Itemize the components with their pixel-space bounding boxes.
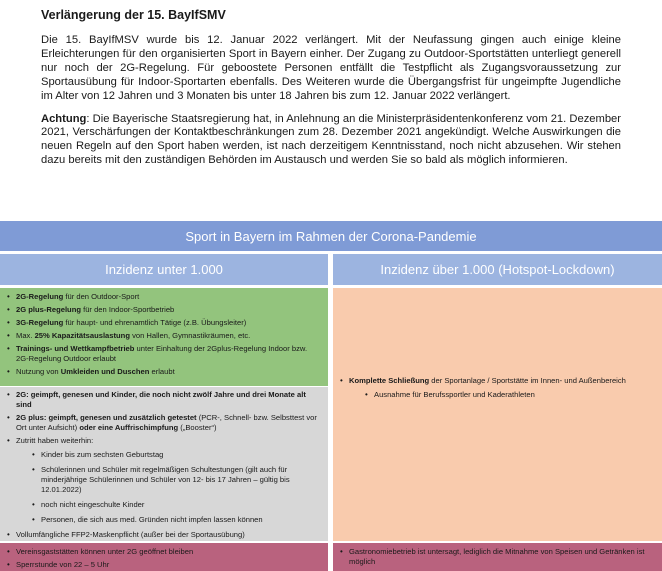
- access-rule-list: [6, 390, 318, 540]
- rule-text: der Sportanlage / Sportstätte im Innen- und Außenbereich: [429, 376, 626, 385]
- list-item: [6, 390, 318, 410]
- list-item: [339, 376, 652, 400]
- rule-bold: 3G-Regelung: [16, 318, 64, 327]
- list-item: [6, 413, 318, 433]
- rule-bold: 25% Kapazitätsauslastung: [34, 331, 130, 340]
- rule-text: für den Indoor-Sportbetrieb: [80, 305, 175, 314]
- rule-pre: Nutzung von: [16, 367, 61, 376]
- green-rule-list: [6, 292, 318, 377]
- column-header-below-1000: Inzidenz unter 1.000: [0, 254, 328, 285]
- gastro-list-right: [339, 547, 652, 567]
- rule-text: unter Einhaltung der 2Gplus-Regelung Indoor bzw. 2G-Regelung Outdoor erlaubt: [16, 344, 308, 363]
- lockdown-rule-list: [339, 376, 652, 400]
- lockdown-sub-list: [364, 390, 652, 400]
- column-header-above-1000: Inzidenz über 1.000 (Hotspot-Lockdown): [333, 254, 662, 285]
- warning-label: Achtung: [41, 112, 87, 125]
- document-text: [41, 8, 621, 177]
- list-item: [6, 344, 318, 364]
- rule-text: („Booster“): [178, 423, 217, 432]
- list-item: • Personen, die sich aus med. Gründen nicht impfen lassen können: [31, 515, 318, 525]
- list-item: [6, 367, 318, 377]
- rule-bold: 2G plus-Regelung: [16, 305, 81, 314]
- list-item: • Kinder bis zum sechsten Geburtstag: [31, 450, 318, 460]
- rule-text: für haupt- und ehrenamtlich Tätige (z.B. Übungsleiter): [63, 318, 247, 327]
- list-item: [6, 305, 318, 315]
- rule-text: (PCR-, Schnell- bzw. Selbsttest vor Ort unter Aufsicht): [16, 413, 317, 432]
- list-item: [6, 318, 318, 328]
- list-item: • Schülerinnen und Schüler mit regelmäßigen Schultestungen (gilt auch für minderjährige Schülerinnen und Schüler von 12- bis 17 Jahren – gültig bis 12.01.2022): [31, 465, 318, 495]
- list-item: • noch nicht eingeschulte Kinder: [31, 500, 318, 510]
- list-item: [6, 436, 318, 525]
- list-item: • Sperrstunde von 22 – 5 Uhr: [6, 560, 318, 570]
- rule-bold: Umkleiden und Duschen: [60, 367, 150, 376]
- list-item: • Vollumfängliche FFP2-Maskenpflicht (außer bei der Sportausübung): [6, 530, 318, 540]
- rule-text: für den Outdoor-Sport: [63, 292, 140, 301]
- list-item: [6, 292, 318, 302]
- rule-bold: 2G-Regelung: [16, 292, 64, 301]
- paragraph-warning: [41, 113, 621, 169]
- warning-text: : Die Bayerische Staatsregierung hat, in Anlehnung an die Ministerpräsidentenkonferenz vom 21. Dezember 2021, Verschärfungen der Kontaktbeschränkungen zum 28. Dezember 2021 angekündigt. Welche Auswirkungen die neuen Regeln auf den Sport haben werden, ist nach derzeitigem Kenntnisstand, noch nicht abzusehen. Wir stehen dazu bereits mit den zuständigen Behörden im Austausch und werden Sie so bald als möglich informieren.: [41, 112, 621, 167]
- rule-text: von Hallen, Gymnastikräumen, etc.: [129, 331, 251, 340]
- rule-pre: Max.: [16, 331, 35, 340]
- rule-bold: 2G plus: geimpft, genesen und zusätzlich getestet: [16, 413, 197, 422]
- rule-text: Zutritt haben weiterhin:: [16, 436, 94, 445]
- document-heading: Verlängerung der 15. BayIfSMV: [41, 8, 226, 22]
- rule-text: erlaubt: [149, 367, 175, 376]
- gastro-panel-left: [0, 543, 328, 571]
- table-title-banner: Sport in Bayern im Rahmen der Corona-Pandemie: [0, 221, 662, 251]
- gastro-panel-right: [333, 543, 662, 571]
- list-item: • Ausnahme für Berufssportler und Kaderathleten: [364, 390, 652, 400]
- rule-bold: Komplette Schließung: [349, 376, 430, 385]
- rule-bold: oder eine Auffrischimpfung: [79, 423, 179, 432]
- rule-bold: Trainings- und Wettkampfbetrieb: [16, 344, 135, 353]
- lockdown-panel-peach: [333, 288, 662, 541]
- list-item: • Vereinsgaststätten können unter 2G geöffnet bleiben: [6, 547, 318, 557]
- gastro-list-left: [6, 547, 318, 570]
- list-item: [6, 331, 318, 341]
- paragraph-extension: Die 15. BayIfMSV wurde bis 12. Januar 2022 verlängert. Mit der Neufassung gingen auch einige kleine Erleichterungen für den organisierten Sport in Bayern einher. Der Zugang zu Outdoor-Sportstätten unterliegt generell nur noch der 2G-Regelung. Für geboostete Personen entfällt die Testpflicht als Zugangsvoraussetzung zur Sportausübung für Indoor-Sportarten ebenfalls. Des Weiteren wurde die Übergangsfrist für ungeimpfte Jugendliche im Alter von 12 Jahren und 3 Monaten bis unter 18 Jahren bis zum 12. Januar 2022 verlängert.: [41, 34, 621, 102]
- list-item: • Gastronomiebetrieb ist untersagt, lediglich die Mitnahme von Speisen und Getränken ist möglich: [339, 547, 652, 567]
- rule-bold: 2G: geimpft, genesen und Kinder, die noch nicht zwölf Jahre und drei Monate alt sind: [16, 390, 306, 409]
- access-panel-grey: [0, 387, 328, 541]
- access-sub-list: [31, 450, 318, 525]
- rules-panel-green: [0, 288, 328, 386]
